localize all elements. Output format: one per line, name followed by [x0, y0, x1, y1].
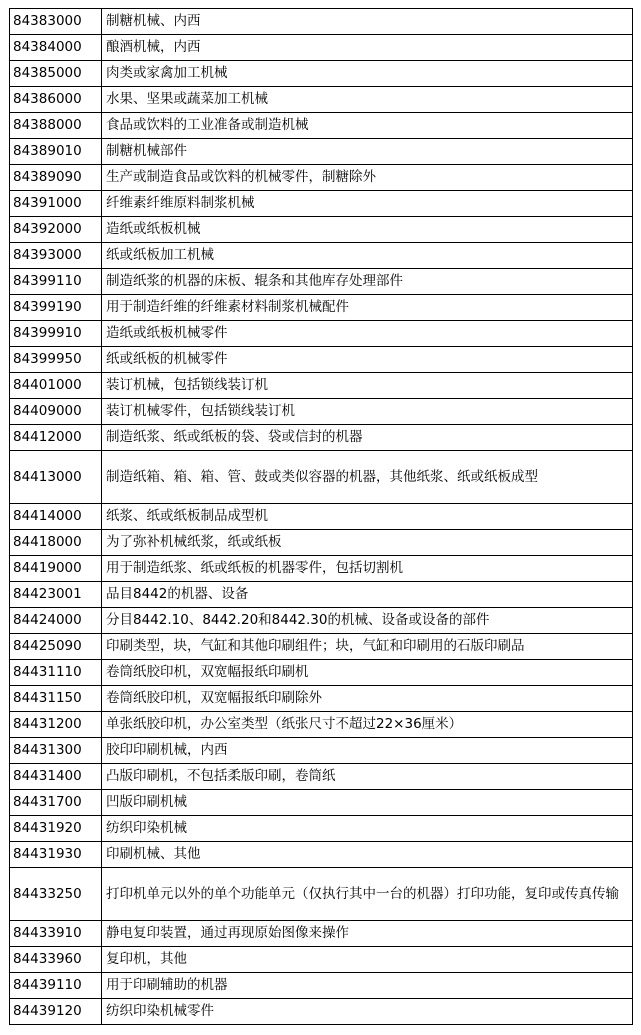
table-row: [10, 139, 633, 165]
table-row: [10, 321, 633, 347]
code-cell: 84383000: [10, 9, 102, 35]
description-cell: 纸浆、纸或纸板制品成型机: [102, 504, 633, 530]
description-cell: 纸或纸板加工机械: [102, 243, 633, 269]
description-cell: 用于制造纤维的纤维素材料制浆机械配件: [102, 295, 633, 321]
code-cell: 84399190: [10, 295, 102, 321]
code-cell: 84439120: [10, 999, 102, 1025]
description-cell: 打印机单元以外的单个功能单元（仅执行其中一台的机器）打印功能，复印或传真传输: [102, 868, 633, 921]
description-cell: 分目8442.10、8442.20和8442.30的机械、设备或设备的部件: [102, 608, 633, 634]
table-row: [10, 530, 633, 556]
table-row: [10, 269, 633, 295]
code-cell: 84392000: [10, 217, 102, 243]
description-cell: 单张纸胶印机，办公室类型（纸张尺寸不超过22×36厘米）: [102, 712, 633, 738]
description-cell: 造纸或纸板机械: [102, 217, 633, 243]
table-row: [10, 790, 633, 816]
table-row: [10, 451, 633, 504]
description-cell: 制糖机械部件: [102, 139, 633, 165]
table-row: [10, 217, 633, 243]
code-cell: 84412000: [10, 425, 102, 451]
code-cell: 84431400: [10, 764, 102, 790]
description-cell: 复印机，其他: [102, 947, 633, 973]
hs-code-table: [9, 8, 633, 1025]
code-cell: 84413000: [10, 451, 102, 504]
table-row: [10, 399, 633, 425]
code-cell: 84389090: [10, 165, 102, 191]
code-cell: 84385000: [10, 61, 102, 87]
description-cell: 造纸或纸板机械零件: [102, 321, 633, 347]
code-cell: 84431930: [10, 842, 102, 868]
description-cell: 生产或制造食品或饮料的机械零件，制糖除外: [102, 165, 633, 191]
description-cell: 印刷类型，块，气缸和其他印刷组件；块，气缸和印刷用的石版印刷品: [102, 634, 633, 660]
table-row: [10, 582, 633, 608]
description-cell: 纺织印染机械零件: [102, 999, 633, 1025]
code-cell: 84414000: [10, 504, 102, 530]
table-row: [10, 712, 633, 738]
table-row: [10, 947, 633, 973]
code-cell: 84425090: [10, 634, 102, 660]
table-row: [10, 113, 633, 139]
code-cell: 84409000: [10, 399, 102, 425]
table-row: [10, 608, 633, 634]
description-cell: 为了弥补机械纸浆，纸或纸板: [102, 530, 633, 556]
description-cell: 水果、坚果或蔬菜加工机械: [102, 87, 633, 113]
description-cell: 凹版印刷机械: [102, 790, 633, 816]
table-row: [10, 973, 633, 999]
code-cell: 84433960: [10, 947, 102, 973]
code-cell: 84431700: [10, 790, 102, 816]
table-row: [10, 634, 633, 660]
code-cell: 84386000: [10, 87, 102, 113]
code-cell: 84384000: [10, 35, 102, 61]
table-row: [10, 373, 633, 399]
code-cell: 84439110: [10, 973, 102, 999]
code-cell: 84431300: [10, 738, 102, 764]
table-row: [10, 165, 633, 191]
description-cell: 纸或纸板的机械零件: [102, 347, 633, 373]
code-cell: 84391000: [10, 191, 102, 217]
code-cell: 84431200: [10, 712, 102, 738]
table-row: [10, 87, 633, 113]
description-cell: 制糖机械、内西: [102, 9, 633, 35]
description-cell: 静电复印装置，通过再现原始图像来操作: [102, 921, 633, 947]
description-cell: 肉类或家禽加工机械: [102, 61, 633, 87]
code-cell: 84433250: [10, 868, 102, 921]
code-cell: 84388000: [10, 113, 102, 139]
code-cell: 84393000: [10, 243, 102, 269]
table-row: [10, 921, 633, 947]
description-cell: 装订机械零件，包括锁线装订机: [102, 399, 633, 425]
description-cell: 酿酒机械，内西: [102, 35, 633, 61]
table-row: [10, 842, 633, 868]
table-row: [10, 556, 633, 582]
description-cell: 装订机械，包括锁线装订机: [102, 373, 633, 399]
code-cell: 84424000: [10, 608, 102, 634]
description-cell: 纺织印染机械: [102, 816, 633, 842]
code-cell: 84423001: [10, 582, 102, 608]
description-cell: 食品或饮料的工业准备或制造机械: [102, 113, 633, 139]
description-cell: 用于印刷辅助的机器: [102, 973, 633, 999]
table-row: [10, 243, 633, 269]
code-cell: 84419000: [10, 556, 102, 582]
description-cell: 印刷机械、其他: [102, 842, 633, 868]
table-row: [10, 660, 633, 686]
description-cell: 制造纸浆的机器的床板、辊条和其他库存处理部件: [102, 269, 633, 295]
code-cell: 84399110: [10, 269, 102, 295]
description-cell: 胶印印刷机械，内西: [102, 738, 633, 764]
table-row: [10, 295, 633, 321]
table-row: [10, 347, 633, 373]
table-row: [10, 816, 633, 842]
table-row: [10, 504, 633, 530]
code-cell: 84389010: [10, 139, 102, 165]
table-row: [10, 686, 633, 712]
code-cell: 84401000: [10, 373, 102, 399]
table-row: [10, 35, 633, 61]
description-cell: 制造纸箱、箱、箱、管、鼓或类似容器的机器，其他纸浆、纸或纸板成型: [102, 451, 633, 504]
code-cell: 84431110: [10, 660, 102, 686]
description-cell: 用于制造纸浆、纸或纸板的机器零件，包括切割机: [102, 556, 633, 582]
table-row: [10, 764, 633, 790]
description-cell: 凸版印刷机，不包括柔版印刷，卷筒纸: [102, 764, 633, 790]
description-cell: 品目8442的机器、设备: [102, 582, 633, 608]
code-cell: 84399950: [10, 347, 102, 373]
code-cell: 84433910: [10, 921, 102, 947]
code-cell: 84418000: [10, 530, 102, 556]
code-cell: 84431150: [10, 686, 102, 712]
code-cell: 84431920: [10, 816, 102, 842]
table-row: [10, 9, 633, 35]
description-cell: 卷筒纸胶印机，双宽幅报纸印刷机: [102, 660, 633, 686]
table-row: [10, 61, 633, 87]
code-cell: 84399910: [10, 321, 102, 347]
table-row: [10, 425, 633, 451]
table-row: [10, 738, 633, 764]
table-body: [10, 9, 633, 1025]
table-row: [10, 999, 633, 1025]
description-cell: 卷筒纸胶印机，双宽幅报纸印刷除外: [102, 686, 633, 712]
description-cell: 纤维素纤维原料制浆机械: [102, 191, 633, 217]
description-cell: 制造纸浆、纸或纸板的袋、袋或信封的机器: [102, 425, 633, 451]
table-row: [10, 868, 633, 921]
table-row: [10, 191, 633, 217]
